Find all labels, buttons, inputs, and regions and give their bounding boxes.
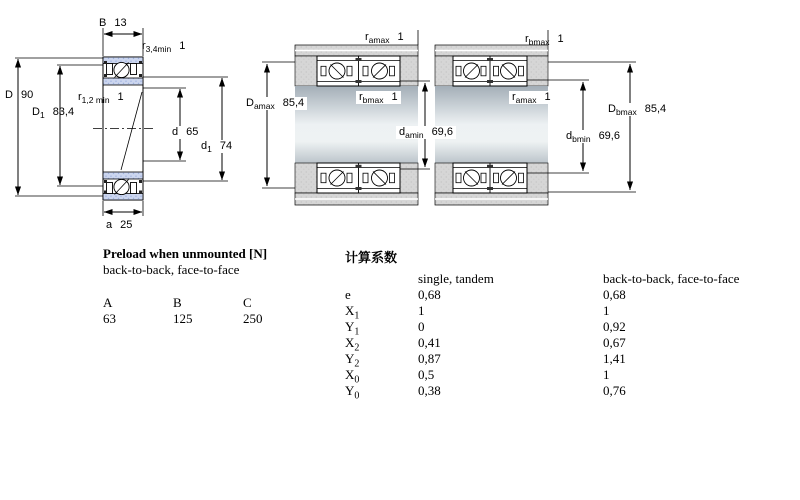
factors-col1-header: single, tandem — [418, 271, 494, 286]
dim-label-d1: $d_1$ 74 — [198, 140, 235, 153]
preload-title: Preload when unmounted [N] — [103, 246, 268, 261]
preload-header-row — [103, 295, 313, 311]
dim-label-Dbmax: $D_{bmax}$ 85,4 — [605, 103, 669, 116]
preload-value-C: 250 — [243, 311, 263, 326]
preload-col-B: B — [173, 295, 182, 310]
dim-label-Damax: $D_{amax}$ 85,4 — [243, 97, 307, 110]
preload-col-C: C — [243, 295, 252, 310]
dim-label-r34min: $r_{3,4min}$ 1 — [142, 40, 186, 55]
factors-row-X2: $X_2$ 0,41 0,67 — [345, 335, 626, 354]
factors-row-Y2: $Y_2$ 0,87 1,41 — [345, 351, 626, 370]
dim-label-rbmax-right: $r_{bmax}$ 1 — [525, 33, 564, 48]
dim-label-damin: $d_{amin}$ 69,6 — [396, 126, 456, 139]
dim-label-dbmin: $d_{bmin}$ 69,6 — [563, 130, 623, 143]
preload-values-row — [103, 311, 313, 327]
preload-value-A: 63 — [103, 311, 116, 326]
factors-row-e: e 0,68 0,68 — [345, 287, 626, 302]
factors-row-X0: $X_0$ 0,5 1 — [345, 367, 610, 386]
preload-table — [103, 246, 313, 327]
factors-header-row — [345, 271, 785, 287]
dim-label-a: a 25 — [106, 219, 133, 231]
preload-subtitle: back-to-back, face-to-face — [103, 262, 240, 277]
dim-label-d: d 65 — [169, 126, 201, 139]
factors-title: 计算系数 — [345, 250, 398, 265]
factors-row-X1: $X_1$ 1 1 — [345, 303, 610, 322]
duplex-diagram-right — [435, 45, 548, 205]
dim-label-rbmax-middle: $r_{bmax}$ 1 — [356, 91, 401, 104]
dim-label-ramax-middle: $r_{amax}$ 1 — [365, 31, 404, 46]
dim-label-ramax-right: $r_{amax}$ 1 — [509, 91, 554, 104]
calculation-factors-table — [345, 250, 785, 402]
dim-label-r12min: $r_{1,2 min}$ 1 — [78, 91, 124, 106]
duplex-diagram-middle — [295, 45, 418, 205]
factors-col2-header: back-to-back, face-to-face — [603, 271, 740, 286]
dim-label-D1: $D_1$ 83,4 — [32, 106, 75, 121]
dim-label-D: D 90 — [5, 89, 34, 101]
single-bearing-diagram — [93, 57, 153, 200]
factors-row-Y1: $Y_1$ 0 0,92 — [345, 319, 626, 338]
preload-value-B: 125 — [173, 311, 193, 326]
dim-label-B: B 13 — [99, 17, 127, 29]
preload-col-A: A — [103, 295, 113, 310]
factors-row-Y0: $Y_0$ 0,38 0,76 — [345, 383, 626, 402]
